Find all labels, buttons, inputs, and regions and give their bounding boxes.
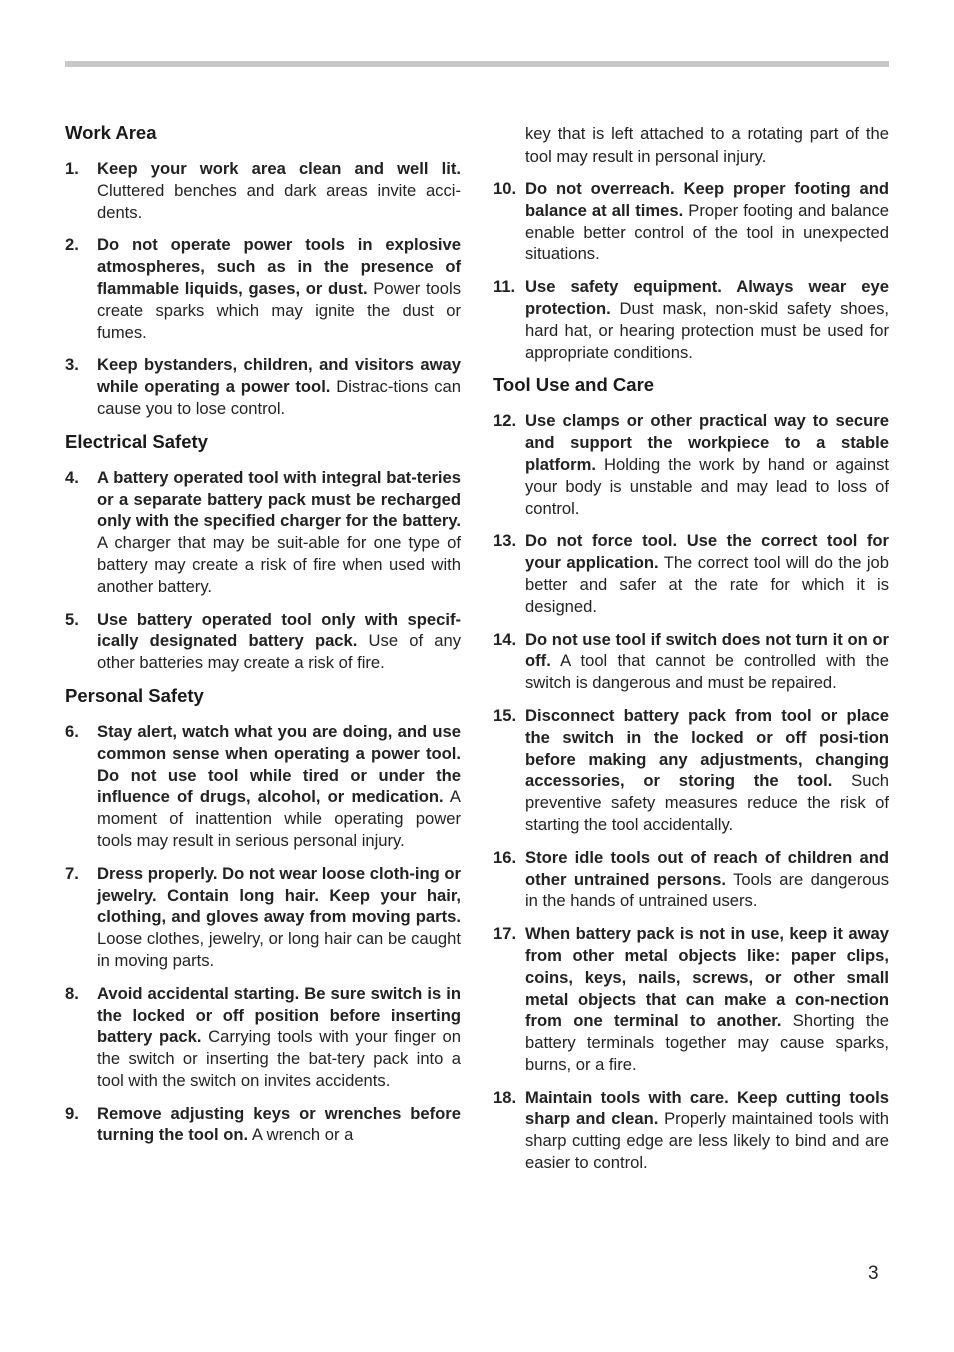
list-item <box>493 410 889 519</box>
item-text <box>525 178 889 265</box>
item-body: Carrying tools with your finger on the switch or inserting the bat-tery pack into a tool with the switch on invites accidents. <box>97 1027 461 1090</box>
item-body: Shorting the battery terminals together may cause sparks, burns, or a fire. <box>525 1011 890 1074</box>
item-bold: Maintain tools with care. Keep cutting tools sharp and clean. <box>525 1087 889 1129</box>
list-item <box>65 863 461 972</box>
item-body: The correct tool will do the job better and safer at the rate for which it is designed. <box>525 553 889 616</box>
item-number: 15. <box>493 705 517 725</box>
list-item <box>65 721 461 852</box>
item-bold: Stay alert, watch what you are doing, and use common sense when operating a power tool. Do not use tool while tired or under the influence of drugs, alcohol, or medication. <box>97 721 461 807</box>
item-text <box>97 234 461 343</box>
item-number: 6. <box>65 721 79 741</box>
item-bold: Disconnect battery pack from tool or place the switch in the locked or off posi-tion before making any adjustments, changing accessories, or storing the tool. <box>525 705 889 791</box>
item-text <box>97 863 461 972</box>
item-text <box>525 276 889 363</box>
list-item <box>493 178 889 265</box>
item-body: Such preventive safety measures reduce the risk of starting the tool accidentally. <box>525 771 889 834</box>
item-body: Power tools create sparks which may ignite the dust or fumes. <box>97 278 461 342</box>
item-body: A tool that cannot be controlled with the switch is dangerous and must be repaired. <box>525 651 889 693</box>
right-column <box>493 122 889 1174</box>
item-body: Proper footing and balance enable better control of the tool in unexpected situations. <box>525 200 889 264</box>
list-item <box>493 923 889 1076</box>
item-text <box>525 923 889 1076</box>
item-text <box>525 847 889 912</box>
item-body: Loose clothes, jewelry, or long hair can be caught in moving parts. <box>97 929 461 970</box>
item-text <box>97 721 461 852</box>
item-bold: Do not use tool if switch does not turn it on or off. <box>525 629 889 671</box>
item-number: 4. <box>65 467 79 487</box>
item-body: Dust mask, non-skid safety shoes, hard hat, or hearing protection must be used for appropriate conditions. <box>525 298 889 362</box>
item-text <box>97 609 461 674</box>
item-number: 8. <box>65 983 79 1003</box>
left-column <box>65 122 461 1146</box>
item-bold: Do not overreach. Keep proper footing and balance at all times. <box>525 179 889 220</box>
list-item <box>65 234 461 343</box>
item-text <box>525 410 889 519</box>
item-bold: Keep bystanders, children, and visitors away while operating a power tool. <box>97 355 461 397</box>
item-body: Properly maintained tools with sharp cutting edge are less likely to bind and are easier to control. <box>525 1109 889 1173</box>
item-body: Tools are dangerous in the hands of untrained users. <box>525 869 889 911</box>
section-heading-work-area: Work Area <box>65 122 157 143</box>
list-item <box>65 158 461 223</box>
item-bold: Dress properly. Do not wear loose cloth-ing or jewelry. Contain long hair. Keep your hair, clothing, and gloves away from moving parts. <box>97 863 461 927</box>
list-item <box>65 467 461 598</box>
list-item <box>493 276 889 363</box>
item-number: 11. <box>493 277 516 297</box>
page-number: 3 <box>868 1263 879 1284</box>
item-text <box>97 1103 461 1147</box>
item-text <box>97 983 461 1092</box>
item-bold: Remove adjusting keys or wrenches before turning the tool on. <box>97 1103 461 1145</box>
item-text <box>525 705 889 836</box>
item-text <box>525 1087 889 1174</box>
item-bold: Store idle tools out of reach of children and other untrained persons. <box>525 847 889 889</box>
continuation-text: key that is left attached to a rotating part of the tool may result in personal injury. <box>525 124 889 166</box>
section-heading-electrical-safety: Electrical Safety <box>65 430 208 452</box>
item-number: 3. <box>65 355 79 375</box>
list-item <box>493 530 889 617</box>
item-bold: Use safety equipment. Always wear eye protection. <box>525 277 889 318</box>
list-item <box>493 629 889 694</box>
item-text <box>525 629 889 694</box>
item-number: 12. <box>493 411 517 431</box>
item-number: 9. <box>65 1103 79 1123</box>
top-rule <box>65 61 889 67</box>
item-number: 18. <box>493 1087 517 1107</box>
list-item <box>65 354 461 419</box>
item-bold: Do not operate power tools in explosive atmospheres, such as in the presence of flammable liquids, gases, or dust. <box>97 235 461 298</box>
list-item <box>493 847 889 912</box>
item-number: 2. <box>65 235 79 255</box>
item-text <box>525 530 889 617</box>
item-bold: Avoid accidental starting. Be sure switch is in the locked or off position before inserting battery pack. <box>97 983 461 1047</box>
item-bold: Use clamps or other practical way to secure and support the workpiece to a stable platform. <box>525 411 889 474</box>
item-body: Use of any other batteries may create a risk of fire. <box>97 631 461 673</box>
item-text <box>97 158 461 223</box>
item-bold: Keep your work area clean and well lit. <box>97 159 461 178</box>
item-bold: Do not force tool. Use the correct tool for your application. <box>525 531 889 573</box>
item-number: 10. <box>493 179 517 198</box>
list-item <box>493 705 889 836</box>
item-number: 14. <box>493 629 517 649</box>
item-number: 16. <box>493 847 517 867</box>
list-item <box>65 983 461 1092</box>
item-bold: A battery operated tool with integral bat-teries or a separate battery pack must be recharged only with the specified charger for the battery. <box>97 467 461 531</box>
item-bold: Use battery operated tool only with specif-ically designated battery pack. <box>97 609 461 651</box>
item-body: Cluttered benches and dark areas invite acci-dents. <box>97 180 461 222</box>
item-number: 7. <box>65 863 79 883</box>
item-body: A wrench or a <box>248 1125 354 1145</box>
item-body: A charger that may be suit-able for one type of battery may create a risk of fire when used with another battery. <box>97 533 461 596</box>
item-number: 13. <box>493 531 517 551</box>
item-text <box>97 354 461 419</box>
list-item <box>65 609 461 674</box>
item-number: 1. <box>65 159 79 178</box>
item-body: Holding the work by hand or against your body is unstable and may lead to loss of control. <box>525 454 889 518</box>
item-text <box>97 467 461 598</box>
item-body: Distrac-tions can cause you to lose control. <box>97 377 461 418</box>
item-body: A moment of inattention while operating power tools may result in serious personal injury. <box>97 787 461 850</box>
section-heading-personal-safety: Personal Safety <box>65 684 204 706</box>
list-item <box>65 1103 461 1147</box>
item-number: 5. <box>65 609 79 629</box>
list-item <box>493 1087 889 1174</box>
section-heading-tool-use-and-care: Tool Use and Care <box>493 374 655 396</box>
item-bold: When battery pack is not in use, keep it away from other metal objects like: paper clips, coins, keys, nails, screws, or other small metal objects that can make a con-nection from one terminal to another. <box>525 924 889 1031</box>
item-number: 17. <box>493 924 517 944</box>
